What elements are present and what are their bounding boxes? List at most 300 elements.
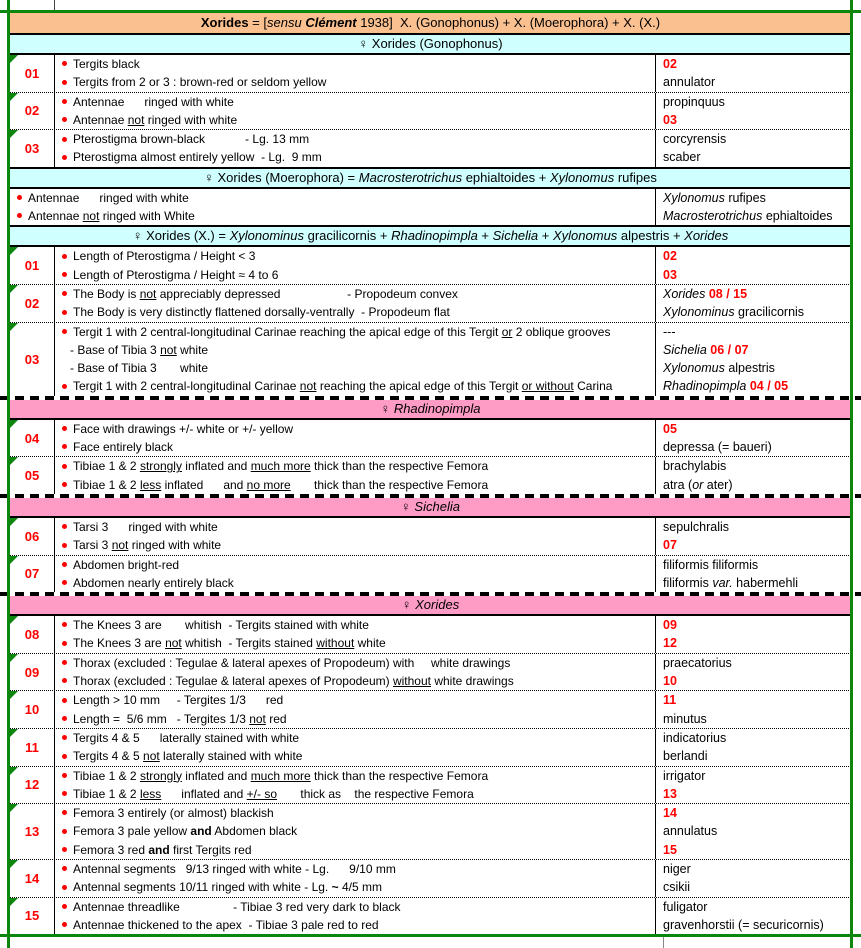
text-segment: niger xyxy=(663,861,691,876)
green-corner-marker-icon xyxy=(10,285,18,293)
couplet-number xyxy=(10,247,55,284)
text-segment: 04 / 05 xyxy=(749,379,789,394)
couplet-number xyxy=(10,860,55,897)
character-line xyxy=(60,303,655,321)
result-line xyxy=(663,247,851,265)
key-title xyxy=(10,13,851,33)
text-segment: Antennae ringed with white xyxy=(28,190,189,205)
text-segment: var. xyxy=(712,575,733,590)
green-corner-marker-icon xyxy=(10,93,18,101)
text-segment: Xorides xyxy=(200,15,249,30)
text-segment: whitish - Tergits stained xyxy=(181,636,317,651)
text-segment: white xyxy=(176,342,209,357)
character-line xyxy=(60,536,655,554)
text-segment: and xyxy=(190,824,212,839)
text-segment: reaching the apical edge of this Tergit xyxy=(316,379,522,394)
bullet-icon xyxy=(62,562,67,567)
text-segment: inflated and xyxy=(161,477,247,492)
text-segment: 06 / 07 xyxy=(710,342,749,357)
text-segment: no more xyxy=(246,477,291,492)
couplet-characters xyxy=(55,420,655,457)
couplet-row-11 xyxy=(10,728,851,766)
result-line xyxy=(663,341,851,359)
text-segment: appreciably depressed - Propodeum convex xyxy=(156,286,458,301)
character-line xyxy=(60,518,655,536)
bullet-icon xyxy=(62,847,67,852)
text-segment: + xyxy=(538,228,553,244)
text-segment: - Base of Tibia 3 white xyxy=(60,361,209,376)
couplet-number xyxy=(10,654,55,691)
character-line xyxy=(60,266,655,284)
couplet-number xyxy=(10,323,55,396)
text-segment: rufipes xyxy=(724,190,766,205)
text-segment: white xyxy=(354,636,386,651)
text-segment: annulator xyxy=(663,75,716,90)
result-line xyxy=(663,55,851,73)
result-line xyxy=(663,377,851,395)
text-segment: praecatorius xyxy=(663,655,732,670)
text-segment: = [ xyxy=(248,15,267,30)
character-line xyxy=(15,207,655,225)
text-segment: much more xyxy=(250,768,311,783)
text-segment: without xyxy=(392,674,431,689)
text-segment: 15 xyxy=(663,842,677,857)
text-segment: Antennae threadlike - Tibiae 3 red very dark to black xyxy=(73,899,401,914)
text-segment: indicatorius xyxy=(663,730,727,745)
result-line xyxy=(663,672,851,690)
character-line xyxy=(60,323,655,341)
couplet-number xyxy=(10,130,55,167)
text-segment: ♀ xyxy=(401,498,415,514)
result-line xyxy=(663,729,851,747)
bullet-icon xyxy=(62,754,67,759)
couplet-number xyxy=(10,616,55,653)
couplet-characters xyxy=(55,691,655,728)
result-line xyxy=(663,189,851,207)
couplet-number xyxy=(10,285,55,322)
text-segment: Femora 3 pale yellow xyxy=(73,824,191,839)
couplet-number xyxy=(10,420,55,457)
couplet-results xyxy=(655,654,851,691)
character-line xyxy=(60,804,655,822)
text-segment: Tergits black xyxy=(73,57,140,71)
result-line xyxy=(663,804,851,822)
bullet-icon xyxy=(62,829,67,834)
text-segment: Antennae xyxy=(28,209,83,224)
text-segment: gravenhorstii (= securicornis) xyxy=(663,917,824,932)
result-line xyxy=(663,93,851,111)
text-segment: ♀ Xorides (Gonophonus) xyxy=(358,36,503,51)
couplet-results xyxy=(655,130,851,167)
text-segment: not xyxy=(127,112,145,127)
text-segment: Femora 3 red xyxy=(73,842,149,857)
result-line xyxy=(663,822,851,840)
text-segment: irrigator xyxy=(663,768,706,783)
bullet-icon xyxy=(62,80,67,85)
character-line xyxy=(60,457,655,475)
character-line xyxy=(60,148,655,166)
text-segment: Xorides xyxy=(415,597,460,613)
text-segment: 07 xyxy=(663,538,677,553)
character-line xyxy=(60,556,655,574)
result-line xyxy=(663,457,851,475)
couplet-characters xyxy=(55,285,655,322)
text-segment: not xyxy=(160,342,177,357)
result-line xyxy=(663,207,851,225)
bullet-icon xyxy=(62,524,67,529)
text-segment: Macrosterotrichus xyxy=(663,209,763,224)
text-segment: The Body is xyxy=(73,286,140,301)
couplet-row-01 xyxy=(10,55,851,92)
bullet-icon xyxy=(62,735,67,740)
couplet-row-01 xyxy=(10,247,851,284)
text-segment: Clément xyxy=(305,15,357,30)
text-segment: 03 xyxy=(663,267,677,282)
couplet-characters xyxy=(55,616,655,653)
text-segment: not xyxy=(82,209,100,224)
couplet-characters xyxy=(55,898,655,935)
couplet-row-03 xyxy=(10,322,851,396)
section-header xyxy=(10,498,851,518)
couplet-number-label: 01 xyxy=(24,65,40,81)
couplet-row-09 xyxy=(10,653,851,691)
text-segment: rufipes xyxy=(614,169,657,185)
character-line xyxy=(60,616,655,634)
text-segment: thick than the respective Femora xyxy=(290,477,489,492)
bullet-icon xyxy=(62,464,67,469)
text-segment: or xyxy=(501,324,513,339)
result-line xyxy=(663,518,851,536)
text-segment: thick than the respective Femora xyxy=(310,459,489,474)
text-segment: sepulchralis xyxy=(663,519,730,534)
couplet-characters xyxy=(55,323,655,396)
xorides-identification-key-table xyxy=(10,13,851,934)
green-border-top xyxy=(0,10,861,13)
text-segment: - Base of Tibia 3 xyxy=(60,342,161,357)
green-corner-marker-icon xyxy=(10,898,18,906)
text-segment: inflated and xyxy=(181,768,251,783)
text-segment: minutus xyxy=(663,711,707,726)
text-segment: The Body is very distinctly flattened dorsally-ventrally - Propodeum flat xyxy=(73,305,450,320)
couplet-characters xyxy=(55,130,655,167)
text-segment: Xylonomus xyxy=(549,169,615,185)
text-segment: ringed with white xyxy=(144,112,238,127)
text-segment: ringed with White xyxy=(99,209,195,224)
text-segment: 11 xyxy=(663,693,677,708)
text-segment: brachylabis xyxy=(663,459,727,474)
text-segment: 02 xyxy=(663,57,677,71)
text-segment: Xorides xyxy=(663,286,709,301)
text-segment: Tarsi 3 ringed with white xyxy=(73,519,218,534)
text-segment: 05 xyxy=(663,421,677,436)
result-line xyxy=(663,574,851,592)
green-border-bottom xyxy=(0,934,861,937)
character-line xyxy=(60,359,655,377)
character-line xyxy=(60,691,655,709)
text-segment: filiformis xyxy=(663,575,713,590)
section-header xyxy=(10,225,851,247)
couplet-number-label: 07 xyxy=(24,566,40,582)
result-line xyxy=(663,916,851,934)
character-line xyxy=(60,916,655,934)
result-line xyxy=(663,785,851,803)
result-line xyxy=(663,898,851,916)
couplet-characters xyxy=(55,804,655,859)
green-corner-marker-icon xyxy=(10,247,18,255)
gridline-bottom xyxy=(663,937,664,948)
character-line xyxy=(60,822,655,840)
text-segment: The Knees 3 are xyxy=(73,636,166,651)
couplet-row-14 xyxy=(10,859,851,897)
text-segment: fuligator xyxy=(663,899,708,914)
couplet-number-label: 05 xyxy=(24,468,40,484)
bullet-icon xyxy=(62,444,67,449)
text-segment: Thorax (excluded : Tegulae & lateral apexes of Propodeum) with white drawings xyxy=(73,655,511,670)
text-segment: Xylonomus xyxy=(663,361,725,376)
couplet-row-07 xyxy=(10,555,851,593)
green-corner-marker-icon xyxy=(10,556,18,564)
result-line xyxy=(663,747,851,765)
couplet-number xyxy=(10,767,55,804)
green-corner-marker-icon xyxy=(10,420,18,428)
couplet-row-13 xyxy=(10,803,851,859)
couplet-characters xyxy=(10,189,655,226)
text-segment: 10 xyxy=(663,674,677,689)
character-line xyxy=(60,55,655,73)
text-segment: Tibiae 1 & 2 xyxy=(73,786,140,801)
bullet-icon xyxy=(62,773,67,778)
text-segment: --- xyxy=(663,324,676,339)
text-segment: Length of Pterostigma / Height ≈ 4 to 6 xyxy=(73,267,279,282)
couplet-row-10 xyxy=(10,690,851,728)
bullet-icon xyxy=(62,810,67,815)
text-segment: thick than the respective Femora xyxy=(310,768,489,783)
couplet-characters xyxy=(55,729,655,766)
text-segment: Sichelia xyxy=(663,342,711,357)
text-segment: strongly xyxy=(139,459,182,474)
text-segment: sensu xyxy=(267,15,306,30)
section-header xyxy=(10,400,851,420)
text-segment: without xyxy=(316,636,355,651)
character-line xyxy=(60,634,655,652)
couplet-characters xyxy=(55,556,655,593)
bullet-icon xyxy=(62,543,67,548)
bullet-icon xyxy=(62,272,67,277)
couplet-number-label: 15 xyxy=(24,908,40,924)
section-header xyxy=(10,167,851,189)
green-corner-marker-icon xyxy=(10,323,18,331)
text-segment: corcyrensis xyxy=(663,132,727,147)
text-segment: white drawings xyxy=(431,674,514,689)
bullet-icon xyxy=(62,922,67,927)
text-segment: berlandi xyxy=(663,749,708,764)
text-segment: Xylonomus xyxy=(663,190,725,205)
couplet-row-08 xyxy=(10,616,851,653)
character-line xyxy=(15,189,655,207)
bullet-icon xyxy=(62,660,67,665)
character-line xyxy=(60,672,655,690)
couplet-row-15 xyxy=(10,897,851,935)
text-segment: inflated and xyxy=(181,459,251,474)
couplet-row-05 xyxy=(10,456,851,494)
text-segment: Length > 10 mm - Tergites 1/3 red xyxy=(73,693,284,708)
couplet-row-02 xyxy=(10,284,851,322)
couplet-number-label: 03 xyxy=(24,351,40,367)
green-corner-marker-icon xyxy=(10,130,18,138)
couplet-results xyxy=(655,860,851,897)
result-line xyxy=(663,691,851,709)
text-segment: Antennae thickened to the apex - Tibiae 3 pale red to red xyxy=(73,917,379,932)
text-segment: Sichelia xyxy=(492,228,539,244)
couplet-characters xyxy=(55,93,655,130)
text-segment: Rhadinopimpla xyxy=(393,400,481,416)
text-segment: 13 xyxy=(663,786,677,801)
text-segment: 02 xyxy=(663,249,677,264)
couplet-results xyxy=(655,556,851,593)
character-line xyxy=(60,476,655,494)
result-line xyxy=(663,616,851,634)
result-line xyxy=(663,130,851,148)
text-segment: alpestris xyxy=(724,361,775,376)
text-segment: Xylonominus xyxy=(229,228,305,244)
couplet-results xyxy=(655,247,851,284)
bullet-icon xyxy=(62,866,67,871)
text-segment: 2 oblique grooves xyxy=(512,324,611,339)
text-segment: Pterostigma almost entirely yellow - Lg. 9 mm xyxy=(73,150,322,165)
result-line xyxy=(663,303,851,321)
couplet-characters xyxy=(55,247,655,284)
couplet-characters xyxy=(55,860,655,897)
character-line xyxy=(60,73,655,91)
text-segment: less xyxy=(139,477,162,492)
text-segment: Xylonominus xyxy=(663,305,735,320)
text-segment: Abdomen black xyxy=(211,824,298,839)
section-header xyxy=(10,596,851,616)
text-segment: annulatus xyxy=(663,824,718,839)
result-line xyxy=(663,767,851,785)
text-segment: Length of Pterostigma / Height < 3 xyxy=(73,249,256,264)
text-segment: much more xyxy=(250,459,311,474)
result-line xyxy=(663,266,851,284)
text-segment: inflated and xyxy=(161,786,247,801)
couplet-number xyxy=(10,898,55,935)
text-segment: ephialtoides + xyxy=(462,169,550,185)
couplet-row-12 xyxy=(10,766,851,804)
character-line xyxy=(60,729,655,747)
character-line xyxy=(60,767,655,785)
bullet-icon xyxy=(62,716,67,721)
couplet-results xyxy=(655,898,851,935)
bullet-icon xyxy=(62,904,67,909)
text-segment: or without xyxy=(521,379,574,394)
bullet-icon xyxy=(62,622,67,627)
result-line xyxy=(663,420,851,438)
character-line xyxy=(60,747,655,765)
text-segment: 14 xyxy=(663,806,677,821)
result-line xyxy=(663,860,851,878)
character-line xyxy=(60,654,655,672)
text-segment: alpestris + xyxy=(617,228,685,244)
bullet-icon xyxy=(62,641,67,646)
text-segment: ~ xyxy=(331,880,339,895)
couplet-number xyxy=(10,518,55,555)
text-segment: ater) xyxy=(703,477,733,492)
text-segment: Xorides xyxy=(684,228,729,244)
couplet-number-label: 11 xyxy=(25,739,39,755)
text-segment: 4/5 mm xyxy=(338,880,382,895)
character-line xyxy=(60,574,655,592)
text-segment: Antennae xyxy=(73,112,128,127)
couplet-number-label: 03 xyxy=(24,140,40,156)
text-segment: Length = 5/6 mm - Tergites 1/3 xyxy=(73,711,250,726)
character-line xyxy=(60,710,655,728)
couplet-characters xyxy=(55,518,655,555)
text-segment: atra ( xyxy=(663,477,693,492)
couplet-number-label: 02 xyxy=(24,103,40,119)
green-corner-marker-icon xyxy=(10,767,18,775)
bullet-icon xyxy=(62,117,67,122)
couplet-characters xyxy=(55,457,655,494)
green-corner-marker-icon xyxy=(10,55,18,63)
text-segment: Carina xyxy=(573,379,613,394)
gridline-top xyxy=(54,0,55,10)
green-corner-marker-icon xyxy=(10,860,18,868)
couplet-results xyxy=(655,457,851,494)
couplet-number-label: 02 xyxy=(24,295,40,311)
text-segment: Xylonomus xyxy=(553,228,618,244)
text-segment: + xyxy=(477,228,493,244)
text-segment: Tibiae 1 & 2 xyxy=(73,459,140,474)
green-corner-marker-icon xyxy=(10,729,18,737)
green-corner-marker-icon xyxy=(10,457,18,465)
green-corner-marker-icon xyxy=(10,654,18,662)
text-segment: scaber xyxy=(663,150,701,165)
text-segment: Abdomen nearly entirely black xyxy=(73,575,234,590)
bullet-icon xyxy=(62,698,67,703)
text-segment: Pterostigma brown-black - Lg. 13 mm xyxy=(73,132,310,147)
text-segment: 12 xyxy=(663,636,677,651)
text-segment: Tibiae 1 & 2 xyxy=(73,768,140,783)
result-line xyxy=(663,476,851,494)
character-line xyxy=(60,841,655,859)
text-segment: thick as the respective Femora xyxy=(277,786,474,801)
bullet-icon xyxy=(62,384,67,389)
couplet-results xyxy=(655,93,851,130)
couplet-characters xyxy=(55,654,655,691)
result-line xyxy=(663,710,851,728)
character-line xyxy=(60,878,655,896)
couplet-row-06 xyxy=(10,518,851,555)
section-header xyxy=(10,33,851,55)
character-line xyxy=(60,898,655,916)
bullet-icon xyxy=(62,678,67,683)
green-corner-marker-icon xyxy=(10,691,18,699)
couplet-results xyxy=(655,55,851,92)
result-line xyxy=(663,841,851,859)
couplet-results xyxy=(655,767,851,804)
couplet-results xyxy=(655,804,851,859)
text-segment: Antennal segments 9/13 ringed with white - Lg. 9/10 mm xyxy=(73,861,396,876)
couplet-number-label: 08 xyxy=(24,626,40,642)
result-line xyxy=(663,111,851,129)
result-line xyxy=(663,654,851,672)
bullet-icon xyxy=(62,291,67,296)
green-corner-marker-icon xyxy=(10,518,18,526)
couplet-row-04 xyxy=(10,420,851,457)
bullet-icon xyxy=(62,310,67,315)
text-segment: 09 xyxy=(663,618,677,633)
text-segment: strongly xyxy=(139,768,182,783)
